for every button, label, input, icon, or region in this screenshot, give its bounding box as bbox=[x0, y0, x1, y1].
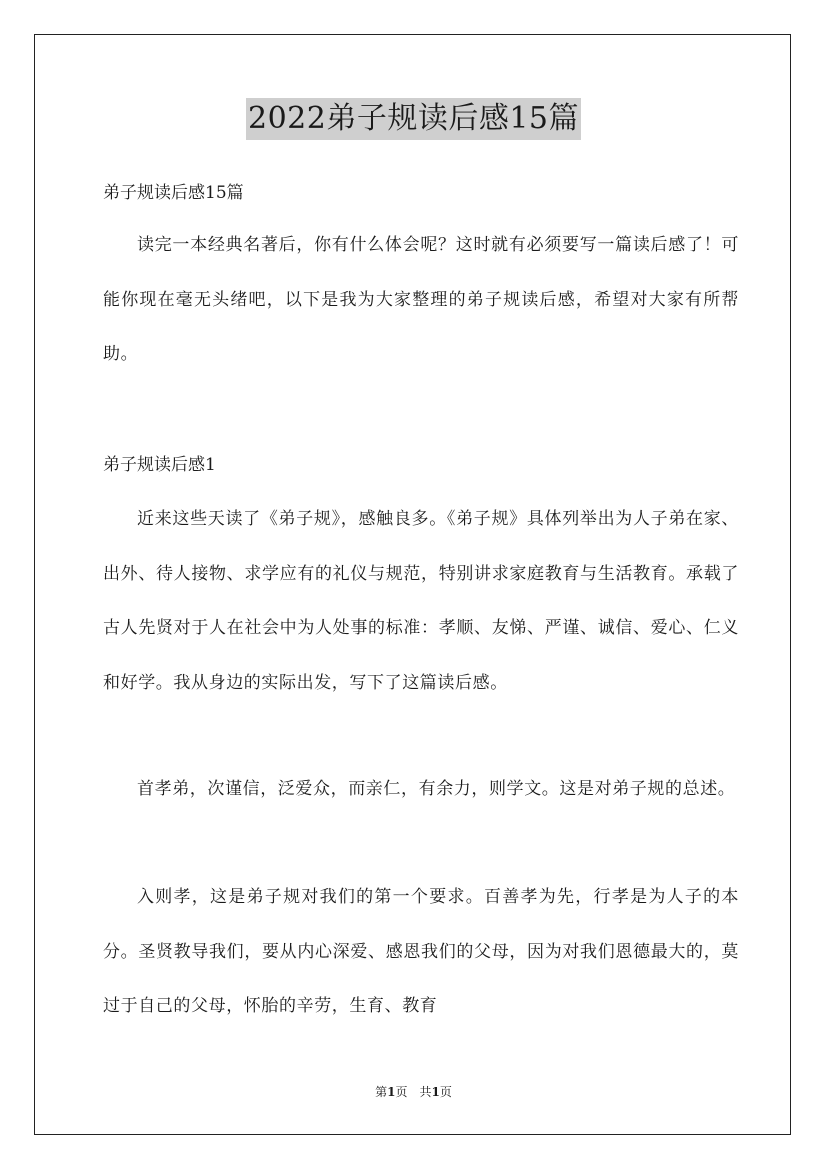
section-heading-1: 弟子规读后感1 bbox=[103, 455, 216, 475]
document-title[interactable]: 2022弟子规读后感15篇 bbox=[246, 98, 581, 140]
footer-page-number: 1 bbox=[387, 1085, 396, 1099]
footer-suffix: 页 bbox=[439, 1085, 452, 1099]
page-footer bbox=[0, 1083, 827, 1101]
document-subtitle: 弟子规读后感15篇 bbox=[103, 183, 244, 203]
footer-page-total: 1 bbox=[431, 1085, 440, 1099]
section1-paragraph-2: 首孝弟，次谨信，泛爱众，而亲仁，有余力，则学文。这是对弟子规的总述。 bbox=[137, 779, 736, 799]
footer-mid: 页 共 bbox=[395, 1085, 432, 1099]
section1-paragraph-1: 近来这些天读了《弟子规》，感触良多。《弟子规》具体列举出为人子弟在家、出外、待人接物、求学应有的礼仪与规范，特别讲求家庭教育与生活教育。承载了古人先贤对于人在社会中为人处事的标准：孝顺、友悌、严谨、诚信、爱心、仁义和好学。我从身边的实际出发，写下了这篇读后感。 bbox=[103, 509, 739, 693]
intro-paragraph: 读完一本经典名著后，你有什么体会呢？这时就有必须要写一篇读后感了！可能你现在毫无头绪吧，以下是我为大家整理的弟子规读后感，希望对大家有所帮助。 bbox=[103, 235, 739, 364]
footer-prefix: 第 bbox=[375, 1085, 388, 1099]
section1-paragraph-3: 入则孝，这是弟子规对我们的第一个要求。百善孝为先，行孝是为人子的本分。圣贤教导我们，要从内心深爱、感恩我们的父母，因为对我们恩德最大的，莫过于自己的父母，怀胎的辛劳，生育、教育 bbox=[103, 887, 739, 1016]
title-container bbox=[0, 98, 827, 140]
